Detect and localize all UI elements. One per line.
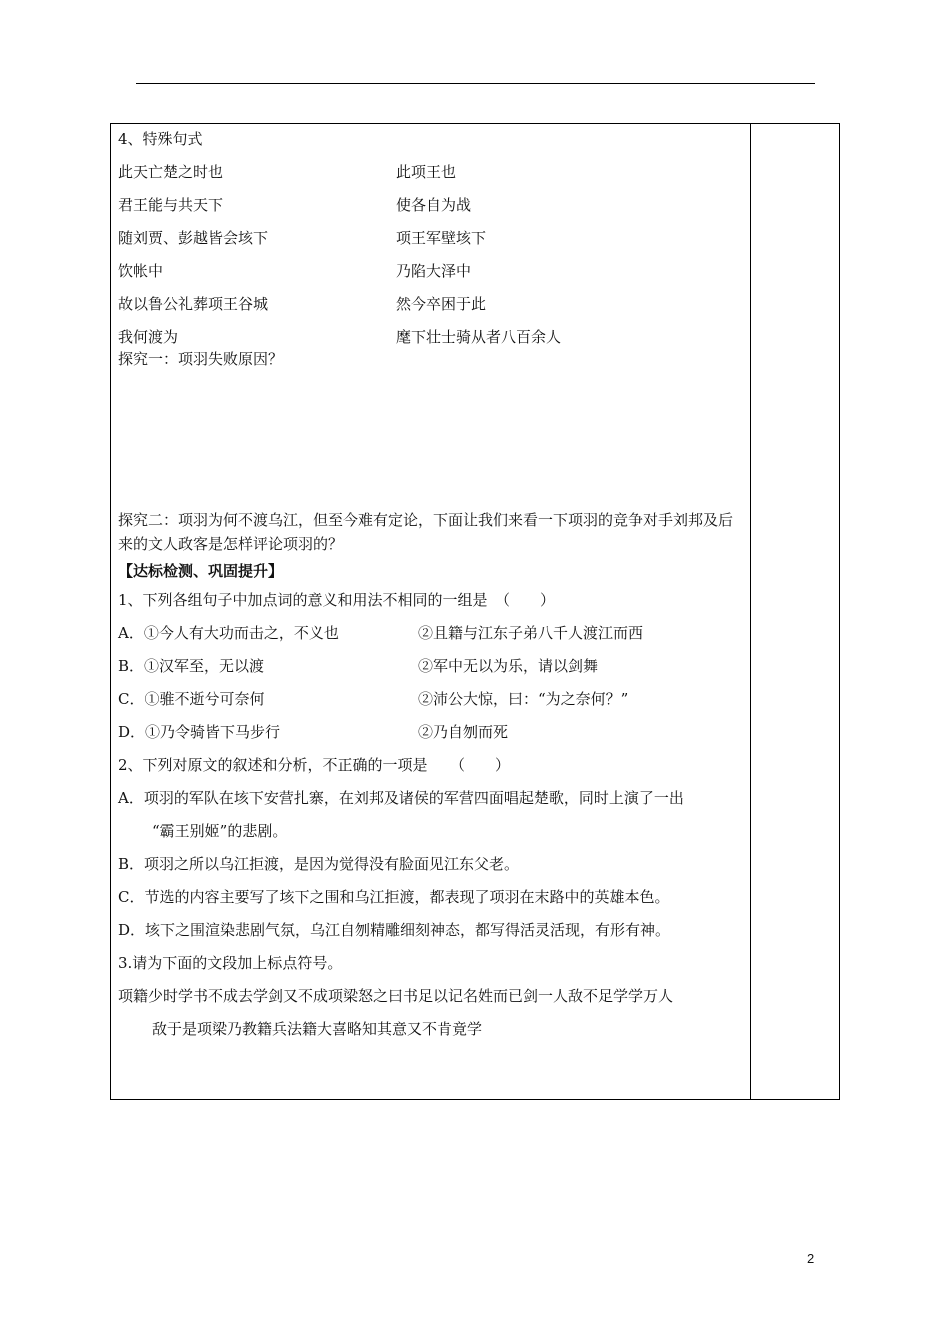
question-1-option: [118, 682, 746, 715]
question-2-option-a-cont: “霸王别姬”的悲剧。: [152, 822, 288, 840]
sentence-row: [118, 188, 746, 221]
sentence-row: [118, 254, 746, 287]
sentence-row: [118, 155, 746, 188]
option-left: C．①骓不逝兮可奈何: [118, 690, 265, 708]
question-1-stem: 1、下列各组句子中加点词的意义和用法不相同的一组是 （ ）: [118, 591, 556, 609]
sentence-left: 故以鲁公礼葬项王谷城: [118, 295, 269, 313]
question-2-stem: 2、下列对原文的叙述和分析，不正确的一项是 （ ）: [118, 756, 511, 774]
table-column-divider: [750, 123, 751, 1100]
sentence-row: [118, 287, 746, 320]
option-right: ②乃自刎而死: [418, 723, 509, 741]
option-right: ②且籍与江东子弟八千人渡江而西: [418, 624, 644, 642]
answer-space: [118, 371, 746, 508]
sentence-left: 随刘贾、彭越皆会垓下: [118, 229, 269, 247]
question-2-option-a: A．项羽的军队在垓下安营扎寨，在刘邦及诸侯的军营四面唱起楚歌，同时上演了一出: [118, 789, 684, 807]
option-left: A．①今人有大功而击之，不义也: [118, 624, 339, 642]
option-right: ②军中无以为乐，请以剑舞: [418, 657, 599, 675]
question-2-option-c: C．节选的内容主要写了垓下之围和乌江拒渡，都表现了项羽在末路中的英雄本色。: [118, 888, 670, 906]
question-1-option: [118, 715, 746, 748]
sentence-left: 饮帐中: [118, 262, 164, 280]
option-left: D．①乃令骑皆下马步行: [118, 723, 281, 741]
main-cell: [118, 127, 746, 1045]
sentence-left: 君王能与共天下: [118, 196, 224, 214]
sentence-row: [118, 221, 746, 254]
sentence-right: 此项王也: [396, 163, 457, 181]
question-2-option-d: D．垓下之围渲染悲剧气氛，乌江自刎精雕细刻神态，都写得活灵活现，有形有神。: [118, 921, 671, 939]
sentence-right: 然今卒困于此: [396, 295, 487, 313]
question-3-stem: 3.请为下面的文段加上标点符号。: [118, 954, 343, 972]
practice-heading: 【达标检测、巩固提升】: [118, 562, 284, 580]
question-1-option: [118, 616, 746, 649]
option-left: B．①汉军至，无以渡: [118, 657, 265, 675]
sentence-left: 我何渡为: [118, 328, 179, 346]
option-right: ②沛公大惊，曰：“为之奈何？”: [418, 690, 629, 708]
sentence-right: 使各自为战: [396, 196, 472, 214]
sentence-right: 麾下壮士骑从者八百余人: [396, 328, 562, 346]
question-3-text: 项籍少时学书不成去学剑又不成项梁怒之曰书足以记名姓而已剑一人敌不足学学万人: [118, 987, 674, 1005]
sentence-right: 项王军壁垓下: [396, 229, 487, 247]
sentence-right: 乃陷大泽中: [396, 262, 472, 280]
section-title: 4、特殊句式: [118, 130, 203, 148]
explore-two: 探究二：项羽为何不渡乌江，但至今难有定论，下面让我们来看一下项羽的竞争对手刘邦及后来的文人政客是怎样评论项羽的？: [118, 511, 734, 553]
question-2-option-b: B．项羽之所以乌江拒渡，是因为觉得没有脸面见江东父老。: [118, 855, 520, 873]
page-number: 2: [807, 1251, 815, 1266]
sentence-row: [118, 320, 746, 353]
question-1-option: [118, 649, 746, 682]
header-rule: [136, 83, 815, 84]
sentence-left: 此天亡楚之时也: [118, 163, 224, 181]
explore-one: 探究一：项羽失败原因？: [118, 350, 284, 368]
question-3-text-cont: 敌于是项梁乃教籍兵法籍大喜略知其意又不肯竟学: [152, 1020, 483, 1038]
